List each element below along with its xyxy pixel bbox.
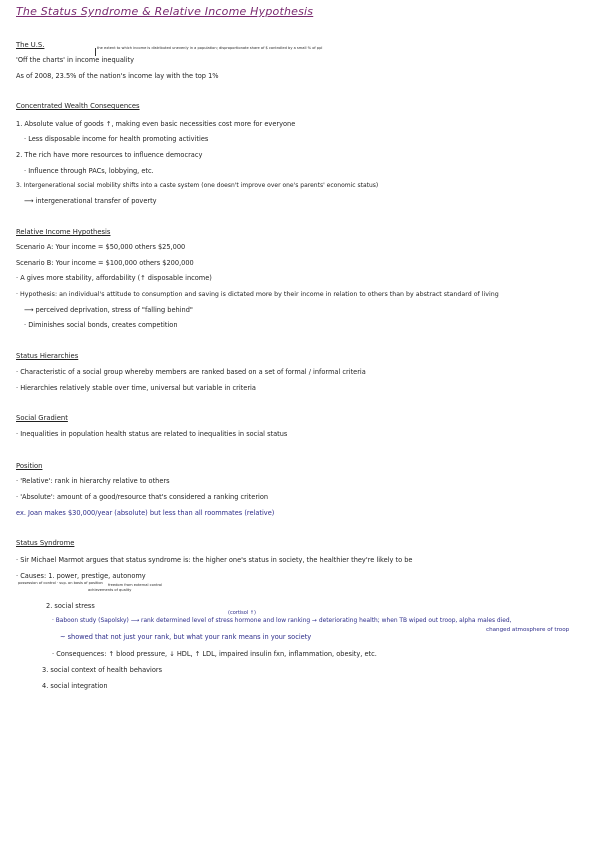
syndrome-item-2: 2. social stress: [46, 602, 95, 610]
syndrome-line-1: · Sir Michael Marmot argues that status syndrome is: the higher one's status in society, the healthier they're likely to be: [16, 556, 413, 564]
causes-note-1: possession of control · sup. on basis of position: [18, 581, 103, 585]
annotation-note: the extent to which income is distributed unevenly in a population; disproportionate share of $ controlled by a small % of ppl: [97, 46, 323, 50]
section-heading-wealth: Concentrated Wealth Consequences: [16, 102, 140, 110]
gradient-line-1: · Inequalities in population health status are related to inequalities in social status: [16, 430, 288, 438]
wealth-item-2: 2. The rich have more resources to influence democracy: [16, 151, 203, 159]
us-line-1: 'Off the charts' in income inequality: [16, 56, 135, 64]
section-heading-us: The U.S.: [16, 41, 45, 49]
page-title: The Status Syndrome & Relative Income Hypothesis: [16, 5, 314, 18]
section-heading-relative: Relative Income Hypothesis: [16, 228, 111, 236]
syndrome-item-3: 3. social context of health behaviors: [42, 666, 163, 674]
section-heading-syndrome: Status Syndrome: [16, 539, 75, 547]
showed-line: ~ showed that not just your rank, but what your rank means in your society: [60, 633, 312, 641]
cortisol-note: (cortisol ↑): [228, 610, 256, 616]
wealth-item-2-sub: · Influence through PACs, lobbying, etc.: [24, 167, 154, 175]
relative-sub-2: · Diminishes social bonds, creates competition: [24, 321, 178, 329]
baboon-note: changed atmosphere of troop: [486, 627, 570, 633]
hierarchies-line-2: · Hierarchies relatively stable over time, universal but variable in criteria: [16, 384, 256, 392]
position-example: ex. Joan makes $30,000/year (absolute) but less than all roommates (relative): [16, 509, 275, 517]
wealth-item-1-sub: · Less disposable income for health promoting activities: [24, 135, 209, 143]
hierarchies-line-1: · Characteristic of a social group whereby members are ranked based on a set of formal / informal criteria: [16, 368, 366, 376]
us-line-2: As of 2008, 23.5% of the nation's income lay with the top 1%: [16, 72, 219, 80]
hypothesis-line: · Hypothesis: an individual's attitude to consumption and saving is dictated more by their income in relation to others than by abstract standard of living: [16, 291, 499, 298]
relative-line-a: · A gives more stability, affordability (↑ disposable income): [16, 274, 212, 282]
baboon-line: · Baboon study (Sapolsky) ⟶ rank determined level of stress hormone and low ranking → deteriorating health; when TB wiped out troop, alpha males died,: [52, 618, 512, 624]
causes-note-2: freedom from external control: [108, 583, 163, 587]
position-line-2: · 'Absolute': amount of a good/resource that's considered a ranking criterion: [16, 493, 269, 501]
wealth-item-3: 3. Intergenerational social mobility shifts into a caste system (one doesn't improve over one's parents' economic status): [16, 182, 379, 189]
scenario-a: Scenario A: Your income = $50,000 others $25,000: [16, 243, 186, 251]
syndrome-causes: · Causes: 1. power, prestige, autonomy: [16, 572, 146, 580]
consequences-line: · Consequences: ↑ blood pressure, ↓ HDL, ↑ LDL, impaired insulin fxn, inflammation, obesity, etc.: [52, 650, 377, 658]
relative-sub-1: ⟶ perceived deprivation, stress of "falling behind": [24, 306, 193, 314]
causes-note-3: achievements of quality: [88, 588, 132, 592]
section-heading-hierarchies: Status Hierarchies: [16, 352, 79, 360]
section-heading-gradient: Social Gradient: [16, 414, 68, 422]
wealth-item-1: 1. Absolute value of goods ↑, making even basic necessities cost more for everyone: [16, 120, 296, 128]
section-heading-position: Position: [16, 462, 43, 470]
scenario-b: Scenario B: Your income = $100,000 others $200,000: [16, 259, 194, 267]
syndrome-item-4: 4. social integration: [42, 682, 108, 690]
position-line-1: · 'Relative': rank in hierarchy relative to others: [16, 477, 170, 485]
arrow-line: [95, 48, 96, 56]
wealth-item-3-sub: ⟶ intergenerational transfer of poverty: [24, 197, 157, 205]
